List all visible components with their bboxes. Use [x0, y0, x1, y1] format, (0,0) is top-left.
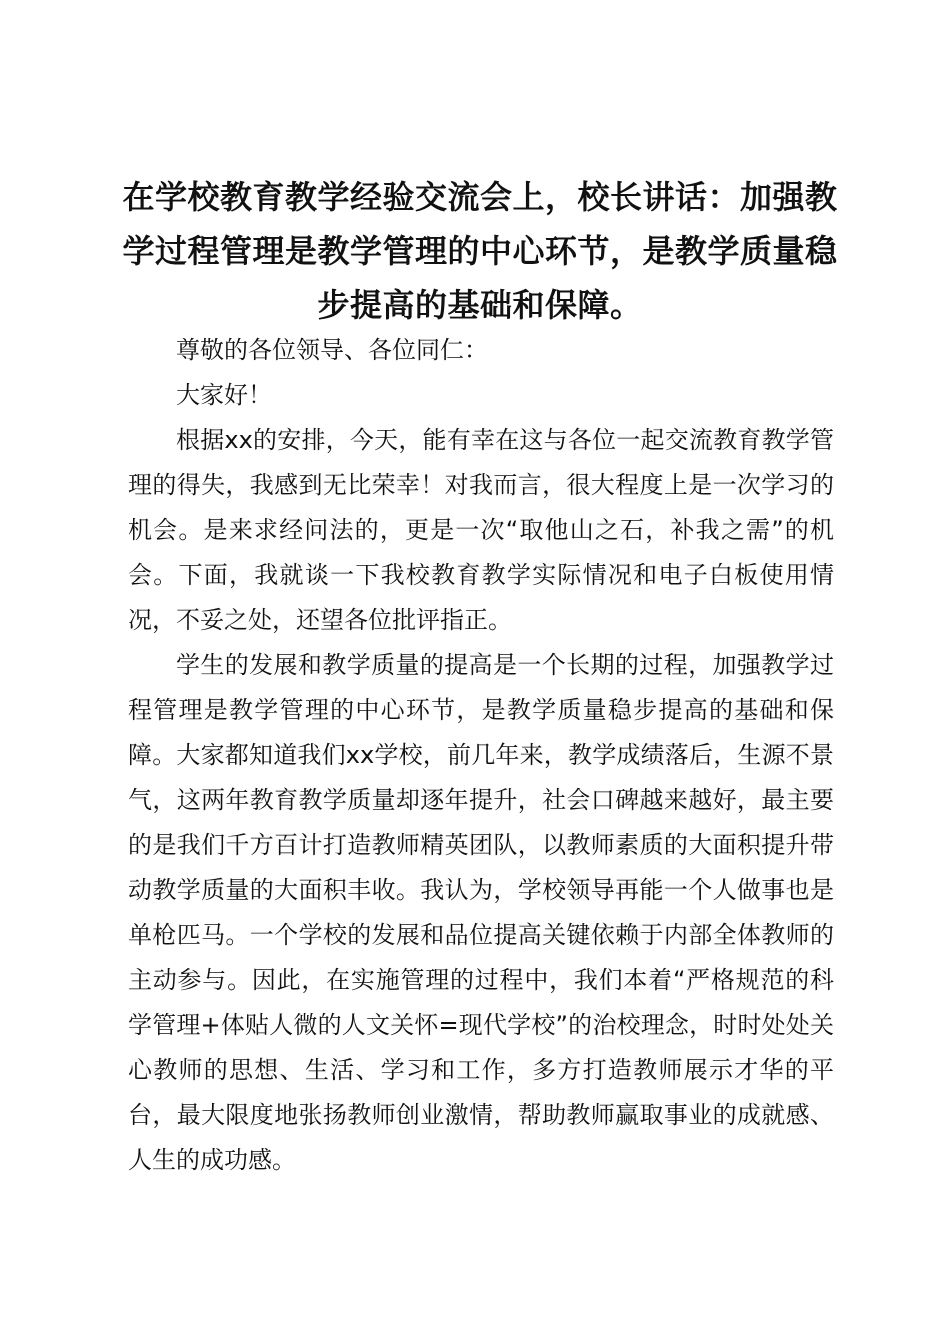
salutation-paragraph: 尊敬的各位领导、各位同仁：	[176, 336, 488, 364]
intro-paragraph: 根据xx的安排，今天，能有幸在这与各位一起交流教育教学管理的得失，我感到无比荣幸！对我而言，很大程度上是一次学习的机会。是来求经问法的，更是一次“取他山之石，补我之需”的机会。下面，我就谈一下我校教育教学实际情况和电子白板使用情况，不妥之处，还望各位批评指正。	[128, 426, 834, 634]
greeting-paragraph: 大家好！	[176, 381, 272, 409]
document-title: 在学校教育教学经验交流会上，校长讲话：加强教学过程管理是教学管理的中心环节，是教学质量稳步提高的基础和保障。	[122, 178, 838, 324]
main-paragraph: 学生的发展和教学质量的提高是一个长期的过程，加强教学过程管理是教学管理的中心环节，是教学质量稳步提高的基础和保障。大家都知道我们xx学校，前几年来，教学成绩落后，生源不景气，这两年教育教学质量却逐年提升，社会口碑越来越好，最主要的是我们千方百计打造教师精英团队，以教师素质的大面积提升带动教学质量的大面积丰收。我认为，学校领导再能一个人做事也是单枪匹马。一个学校的发展和品位提高关键依赖于内部全体教师的主动参与。因此，在实施管理的过程中，我们本着“严格规范的科学管理+体贴人微的人文关怀=现代学校”的治校理念，时时处处关心教师的思想、生活、学习和工作，多方打造教师展示才华的平台，最大限度地张扬教师创业激情，帮助教师赢取事业的成就感、人生的成功感。	[128, 651, 834, 1174]
document-body	[128, 328, 834, 1183]
